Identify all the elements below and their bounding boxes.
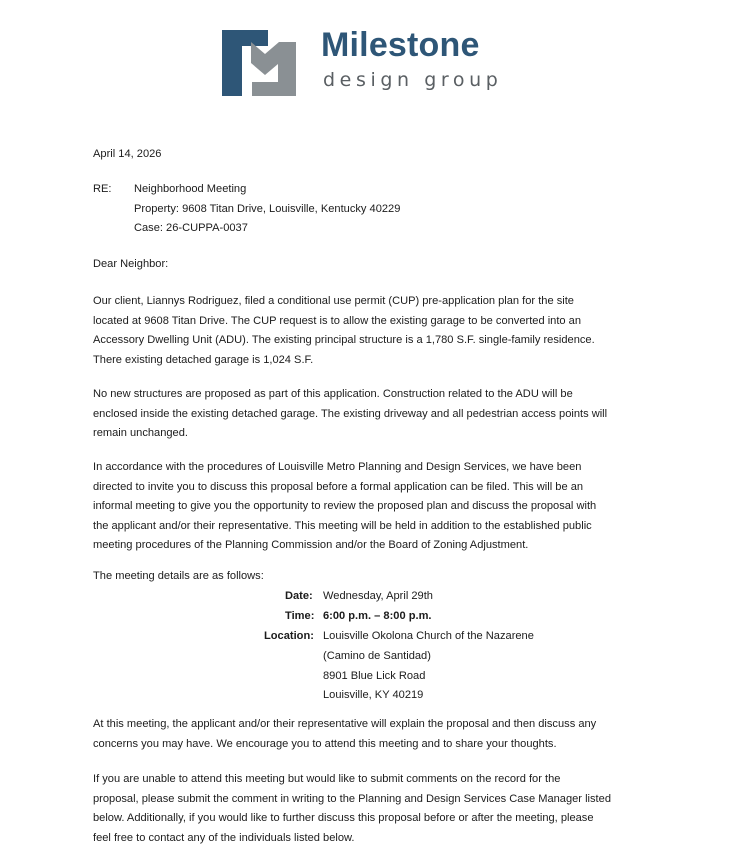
- paragraph-line: At this meeting, the applicant and/or their representative will explain the proposal and then discuss any: [93, 718, 597, 730]
- meeting-location-label: Location:: [264, 630, 314, 642]
- re-label: RE:: [93, 183, 112, 195]
- paragraph-line: proposal, please submit the comment in writing to the Planning and Design Services Case Manager listed: [93, 792, 611, 805]
- milestone-logo-icon: [222, 30, 296, 96]
- paragraph-line: concerns you may have. We encourage you to attend this meeting and to share your thoughts.: [93, 737, 557, 750]
- paragraph-line: meeting procedures of the Planning Commission and/or the Board of Zoning Adjustment.: [93, 539, 529, 552]
- company-logo: [222, 26, 522, 98]
- paragraph-line: No new structures are proposed as part of this application. Construction related to the ADU will be: [93, 388, 573, 400]
- paragraph-line: Accessory Dwelling Unit (ADU). The existing principal structure is a 1,780 S.F. single-family residence.: [93, 334, 595, 347]
- re-property: Property: 9608 Titan Drive, Louisville, Kentucky 40229: [134, 203, 401, 215]
- meeting-intro: The meeting details are as follows:: [93, 570, 264, 582]
- meeting-location-line: (Camino de Santidad): [323, 650, 431, 662]
- meeting-date-label: Date:: [285, 590, 313, 602]
- paragraph-line: the applicant and/or their representative. This meeting will be held in addition to the established public: [93, 519, 592, 532]
- re-subject: Neighborhood Meeting: [134, 183, 247, 195]
- salutation: Dear Neighbor:: [93, 258, 169, 270]
- meeting-location-line: Louisville, KY 40219: [323, 689, 424, 701]
- letter-date: April 14, 2026: [93, 148, 162, 160]
- paragraph-line: Our client, Liannys Rodriguez, filed a conditional use permit (CUP) pre-application plan for the site: [93, 295, 574, 307]
- paragraph-line: located at 9608 Titan Drive. The CUP request is to allow the existing garage to be converted into an: [93, 314, 582, 327]
- meeting-date-value: Wednesday, April 29th: [323, 590, 433, 602]
- meeting-location-line: 8901 Blue Lick Road: [323, 670, 426, 682]
- body-paragraph-1: [93, 292, 663, 370]
- paragraph-line: directed to invite you to discuss this proposal before a formal application can be filed. This will be an: [93, 480, 584, 493]
- paragraph-line: enclosed inside the existing detached garage. The existing driveway and all pedestrian access points will: [93, 407, 608, 420]
- paragraph-line: There existing detached garage is 1,024 S.F.: [93, 353, 314, 366]
- paragraph-line: feel free to contact any of the individuals listed below.: [93, 831, 355, 844]
- meeting-time-value: 6:00 p.m. – 8:00 p.m.: [323, 610, 432, 622]
- paragraph-line: If you are unable to attend this meeting but would like to submit comments on the record for the: [93, 773, 561, 785]
- closing-paragraph-1: [93, 715, 663, 754]
- re-case: Case: 26-CUPPA-0037: [134, 222, 248, 234]
- body-paragraph-2: [93, 385, 663, 444]
- company-tagline: design group: [323, 69, 503, 91]
- paragraph-line: remain unchanged.: [93, 427, 188, 440]
- closing-paragraph-2: [93, 770, 663, 846]
- paragraph-line: In accordance with the procedures of Louisville Metro Planning and Design Services, we have been: [93, 461, 582, 473]
- body-paragraph-3: [93, 458, 663, 556]
- meeting-time-label: Time:: [285, 610, 315, 622]
- paragraph-line: below. Additionally, if you would like to further discuss this proposal before or after the meeting, please: [93, 812, 594, 825]
- paragraph-line: informal meeting to give you the opportunity to review the proposed plan and discuss the proposal with: [93, 500, 597, 513]
- meeting-location-line: Louisville Okolona Church of the Nazarene: [323, 630, 534, 642]
- company-name: Milestone: [321, 26, 480, 64]
